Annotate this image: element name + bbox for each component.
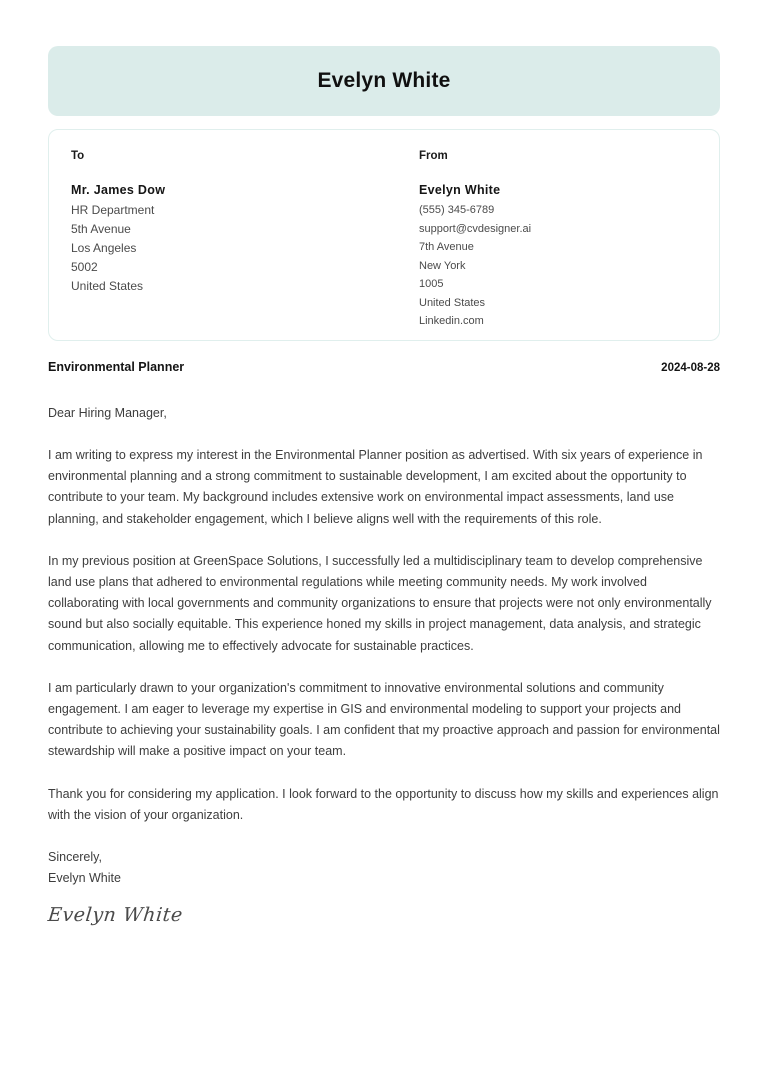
sender-website: Linkedin.com (419, 315, 484, 327)
recipient-name: Mr. James Dow (71, 183, 166, 197)
recipient-line: 5th Avenue (71, 222, 131, 236)
recipient-heading: To (71, 150, 85, 162)
letter-paragraph: I am writing to express my interest in the Environmental Planner position as advertised. With six years of experience in environmental planning and a strong commitment to sustainable development, I am excited about the opportunity to contribute to your team. My background includes extensive work on environmental impact assessments, land use planning, and stakeholder engagement, which I believe aligns well with the requirements of this role. (48, 448, 703, 526)
letter-paragraph: Thank you for considering my application. I look forward to the opportunity to discuss how my skills and experiences align with the vision of your organization. (48, 786, 719, 822)
sender-name: Evelyn White (419, 183, 501, 197)
salutation: Dear Hiring Manager, (48, 406, 167, 420)
recipient-line: Los Angeles (71, 241, 137, 255)
closing-salutation: Sincerely, (48, 850, 102, 865)
closing-block (48, 847, 720, 926)
sender-line: 1005 (419, 278, 444, 290)
sender-heading: From (419, 150, 448, 162)
name-banner (48, 46, 720, 116)
sender-email: support@cvdesigner.ai (419, 222, 532, 235)
recipient-line: HR Department (71, 203, 155, 217)
page-title: Evelyn White (317, 69, 451, 92)
signature: Evelyn White (46, 904, 185, 927)
letter-paragraph: I am particularly drawn to your organization's commitment to innovative environmental solutions and community engagement. I am eager to leverage my expertise in GIS and environmental modeling to support your projects and contribute to achieving your sustainability goals. I am confident that my proactive approach and passion for environmental stewardship will make a positive impact on your team. (48, 680, 720, 759)
address-card (48, 129, 720, 341)
sender-phone: (555) 345-6789 (419, 204, 495, 216)
subject-row (48, 360, 720, 374)
recipient-block (71, 150, 384, 340)
letter-paragraph: In my previous position at GreenSpace Solutions, I successfully led a multidisciplinary team to develop comprehensive land use plans that adhered to environmental regulations while meeting community needs. My work involved collaborating with local governments and community organizations to ensure that projects were not only environmentally sound but also socially equitable. This experience honed my skills in project management, data analysis, and strategic communication, allowing me to effectively advocate for sustainable practices. (48, 553, 712, 653)
sender-line: 7th Avenue (419, 241, 474, 253)
recipient-line: United States (71, 279, 144, 293)
sender-line: United States (419, 296, 486, 309)
letter-body (48, 403, 720, 926)
sender-line: New York (419, 259, 466, 272)
sender-block (384, 150, 697, 340)
job-title: Environmental Planner (48, 360, 185, 374)
sender-signoff-name: Evelyn White (48, 871, 121, 886)
recipient-line: 5002 (71, 260, 98, 274)
letter-date: 2024-08-28 (661, 362, 720, 374)
